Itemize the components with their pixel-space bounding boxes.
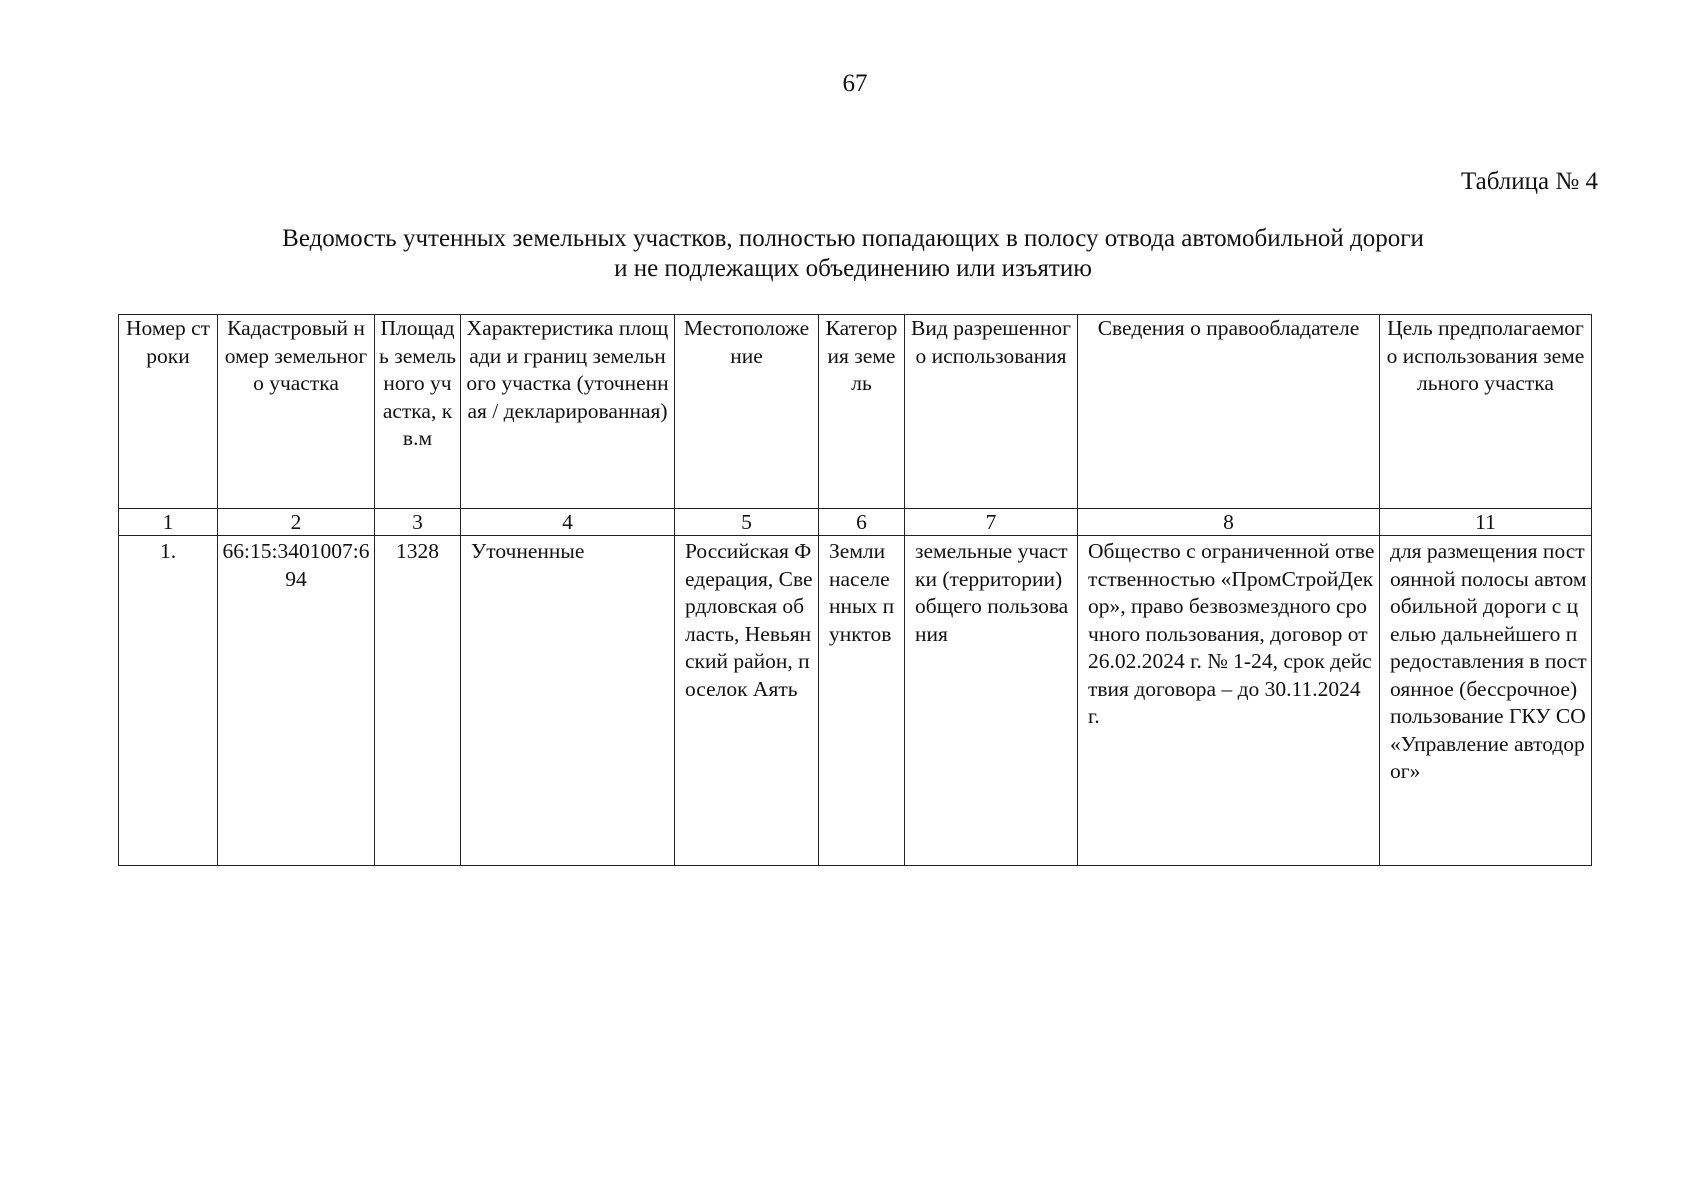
land-plots-table [118, 314, 1592, 866]
column-number: 11 [1380, 509, 1592, 536]
column-number: 4 [461, 509, 675, 536]
header-area: Площадь земельного участка, кв.м [375, 315, 461, 509]
table-caption: Таблица № 4 [1460, 168, 1598, 195]
cell-row-number: 1. [119, 536, 218, 866]
header-characteristic: Характеристика площади и границ земельного участка (уточненная / декларированная) [461, 315, 675, 509]
header-location: Местоположение [675, 315, 819, 509]
cell-permitted-use: земельные участки (территории) общего пользования [905, 536, 1078, 866]
header-permitted-use: Вид разрешенного использования [905, 315, 1078, 509]
header-right-holder: Сведения о правообладателе [1078, 315, 1380, 509]
column-number: 2 [218, 509, 375, 536]
document-title-line-2: и не подлежащих объединению или изъятию [614, 255, 1092, 282]
column-number-row [119, 509, 1592, 536]
header-row-number: Номер строки [119, 315, 218, 509]
column-number: 5 [675, 509, 819, 536]
table-row [119, 536, 1592, 866]
header-purpose: Цель предполагаемого использования земельного участка [1380, 315, 1592, 509]
document-title [118, 224, 1588, 284]
column-number: 8 [1078, 509, 1380, 536]
header-cadastral-number: Кадастровый номер земельного участка [218, 315, 375, 509]
column-number: 6 [819, 509, 905, 536]
cell-characteristic: Уточненные [461, 536, 675, 866]
cell-purpose: для размещения постоянной полосы автомобильной дороги с целью дальнейшего предоставления в постоянное (бессрочное) пользование ГКУ СО «Управление автодорог» [1380, 536, 1592, 866]
cell-area: 1328 [375, 536, 461, 866]
header-row [119, 315, 1592, 509]
cell-cadastral-number: 66:15:3401007:694 [218, 536, 375, 866]
document-title-line-1: Ведомость учтенных земельных участков, полностью попадающих в полосу отвода автомобильной дороги [282, 225, 1424, 252]
page-number: 67 [842, 70, 868, 97]
column-number: 3 [375, 509, 461, 536]
header-category: Категория земель [819, 315, 905, 509]
cell-right-holder: Общество с ограниченной ответственностью «ПромСтройДекор», право безвозмездного срочного пользования, договор от 26.02.2024 г. № 1-24, срок действия договора – до 30.11.2024 г. [1078, 536, 1380, 866]
cell-category: Земли населенных пунктов [819, 536, 905, 866]
cell-location: Российская Федерация, Свердловская область, Невьянский район, поселок Аять [675, 536, 819, 866]
column-number: 1 [119, 509, 218, 536]
column-number: 7 [905, 509, 1078, 536]
